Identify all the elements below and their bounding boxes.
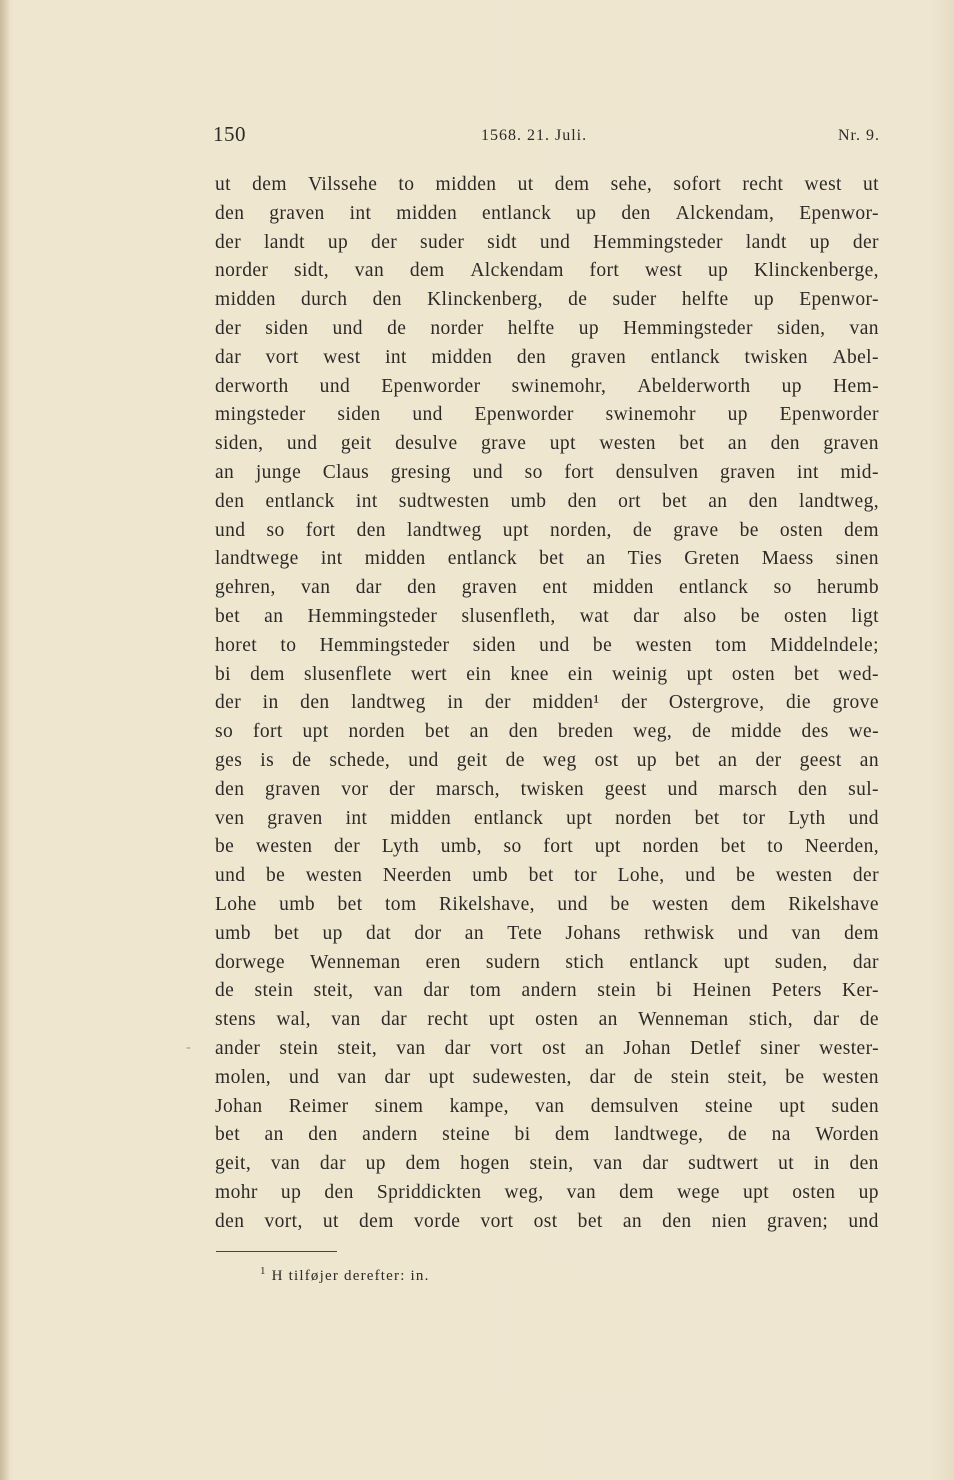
text-line: der landt up der suder sidt und Hemmingsteder landt up der [215,231,879,253]
page-header [213,122,880,152]
text-line: be westen der Lyth umb, so fort upt norden bet to Neerden, [215,836,879,858]
text-line: ander stein steit, van dar vort ost an Johan Detlef siner wester- [215,1037,879,1059]
text-line: gehren, van dar den graven ent midden entlanck so herumb [215,577,879,599]
footnote-rule [216,1251,337,1252]
text-line: derworth und Epenworder swinemohr, Abelderworth up Hem- [215,375,879,397]
text-line: Lohe umb bet tom Rikelshave, und be westen dem Rikelshave [215,893,879,915]
text-line: de stein steit, van dar tom andern stein bi Heinen Peters Ker- [215,980,879,1002]
text-line: umb bet up dat dor an Tete Johans rethwisk und van dem [215,922,879,944]
text-line: bi dem slusenflete wert ein knee ein weinig upt osten bet wed- [215,663,879,685]
body-text [215,171,879,1236]
text-line: bet an Hemmingsteder slusenfleth, wat dar also be osten ligt [215,605,879,627]
footnote-marker: 1 [260,1265,267,1277]
text-line: midden durch den Klinckenberg, de suder helfte up Epenwor- [215,289,879,311]
text-line: Johan Reimer sinem kampe, van demsulven steine upt suden [215,1095,879,1117]
text-line: landtwege int midden entlanck bet an Ties Greten Maess sinen [215,548,879,570]
text-line: so fort upt norden bet an den breden weg, de midde des we- [215,721,879,743]
text-line: ven graven int midden entlanck upt norden bet tor Lyth und [215,807,879,829]
text-line: den vort, ut dem vorde vort ost bet an den nien graven; und [215,1210,879,1232]
text-line: stens wal, van dar recht upt osten an Wenneman stich, dar de [215,1009,879,1031]
page-number: 150 [213,122,246,146]
text-line: siden, und geit desulve grave upt westen bet an den graven [215,433,879,455]
text-line: der siden und de norder helfte up Hemmingsteder siden, van [215,317,879,339]
text-line: norder sidt, van dem Alckendam fort west up Klinckenberge, [215,260,879,282]
running-head: 1568. 21. Juli. [481,127,588,144]
text-line: ges is de schede, und geit de weg ost up bet an der geest an [215,749,879,771]
text-line: geit, van dar up dem hogen stein, van dar sudtwert ut in den [215,1153,879,1175]
text-line: dar vort west int midden den graven entlanck twisken Abel- [215,346,879,368]
text-line: mohr up den Spriddickten weg, van dem wege upt osten up [215,1181,879,1203]
text-line: dorwege Wenneman eren sudern stich entlanck upt suden, dar [215,951,879,973]
text-line: an junge Claus gresing und so fort densulven graven int mid- [215,461,879,483]
text-line: der in den landtweg in der midden¹ der Ostergrove, die grove [215,692,879,714]
text-line: ut dem Vilssehe to midden ut dem sehe, sofort recht west ut [215,174,879,195]
text-line: molen, und van dar upt sudewesten, dar de stein steit, be westen [215,1066,879,1088]
text-line: und be westen Neerden umb bet tor Lohe, und be westen der [215,865,879,887]
text-line: den graven vor der marsch, twisken geest und marsch den sul- [215,778,879,800]
document-number: Nr. 9. [838,127,880,144]
binding-edge [0,0,10,1480]
footnote-text: H tilføjer derefter: in. [271,1268,430,1284]
text-line: bet an den andern steine bi dem landtwege, de na Worden [215,1124,879,1146]
text-line: mingsteder siden und Epenworder swinemohr up Epenworder [215,404,879,426]
text-line: und so fort den landtweg upt norden, de grave be osten dem [215,519,879,541]
footnote [260,1265,430,1285]
text-line: den graven int midden entlanck up den Alckendam, Epenwor- [215,202,879,224]
text-line: den entlanck int sudtwesten umb den ort bet an den landtweg, [215,490,879,512]
margin-mark: - [186,1040,191,1055]
text-line: horet to Hemmingsteder siden und be westen tom Middelndele; [215,634,879,656]
